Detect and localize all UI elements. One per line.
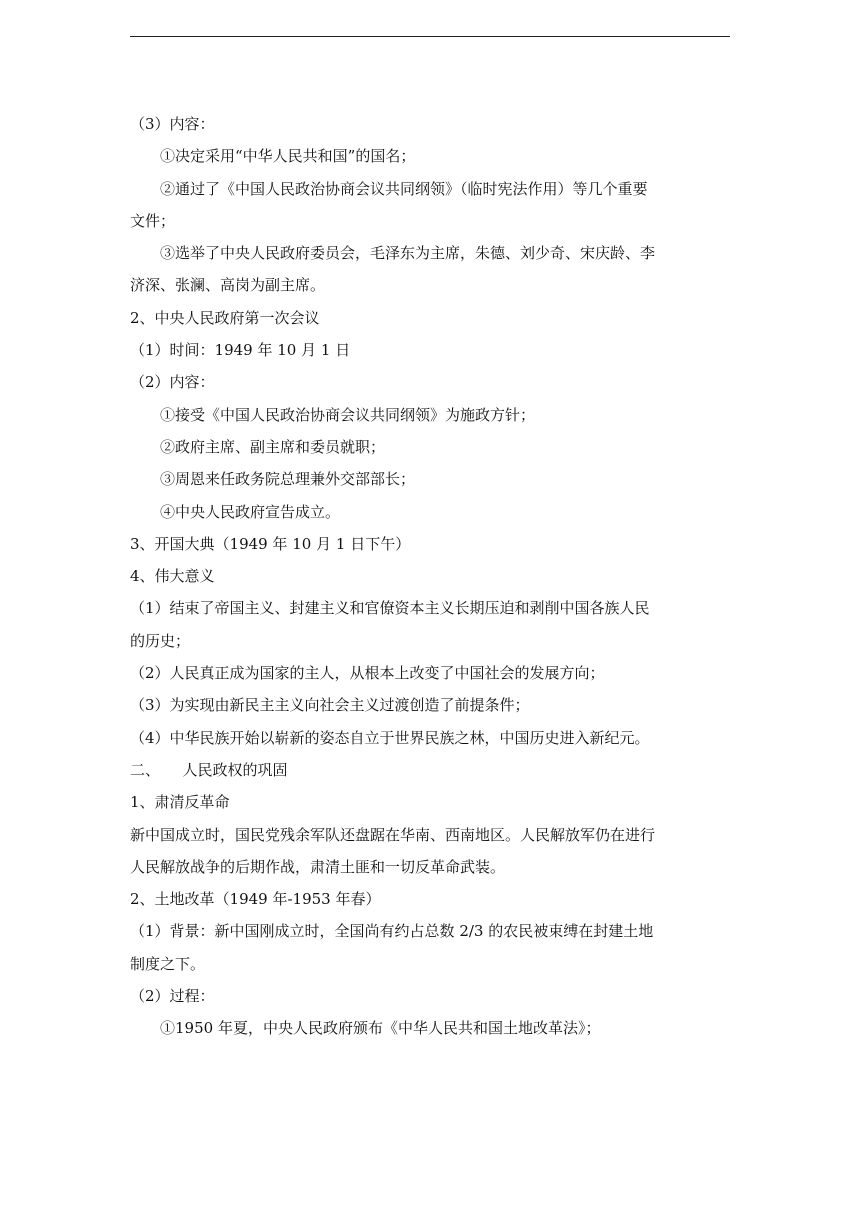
text-line: （2）过程： [130, 987, 215, 1006]
text-line: （3）内容： [130, 115, 215, 133]
text-line: ③周恩来任政务院总理兼外交部部长； [160, 470, 416, 489]
text-line: 1、肃清反革命 [130, 793, 230, 812]
text-line: ①1950 年夏，中央人民政府颁布《中华人民共和国土地改革法》； [160, 1019, 601, 1038]
text-line: 的历史； [130, 631, 191, 650]
text-line: ④中央人民政府宣告成立。 [160, 502, 341, 521]
text-line: 2、中央人民政府第一次会议 [130, 308, 320, 327]
text-line: 文件； [130, 211, 176, 230]
text-line: ①接受《中国人民政治协商会议共同纲领》为施政方针； [160, 405, 536, 424]
text-line: （1）背景：新中国刚成立时，全国尚有约占总数 2/3 的农民被束缚在封建土地 [130, 922, 654, 941]
text-line: ②政府主席、副主席和委员就职； [160, 437, 386, 456]
text-line: ②通过了《中国人民政治协商会议共同纲领》（临时宪法作用）等几个重要 [160, 179, 648, 198]
text-line: 济深、张澜、高岗为副主席。 [130, 276, 326, 295]
text-line: （1）时间：1949 年 10 月 1 日 [130, 341, 351, 360]
text-line: （2）人民真正成为国家的主人，从根本上改变了中国社会的发展方向； [130, 664, 605, 683]
text-line: 制度之下。 [130, 954, 206, 973]
text-line: 4、伟大意义 [130, 567, 215, 586]
text-line: ③选举了中央人民政府委员会，毛泽东为主席，朱德、刘少奇、宋庆龄、李 [160, 244, 656, 263]
text-line: 人民解放战争的后期作战，肃清土匪和一切反革命武装。 [130, 857, 506, 876]
text-line: ①决定采用“中华人民共和国”的国名； [160, 147, 416, 166]
text-line: 3、开国大典（1949 年 10 月 1 日下午） [130, 534, 411, 553]
text-line: （2）内容： [130, 373, 215, 392]
header-rule [130, 36, 730, 37]
text-line: （1）结束了帝国主义、封建主义和官僚资本主义长期压迫和剥削中国各族人民 [130, 599, 650, 618]
text-line: （4）中华民族开始以崭新的姿态自立于世界民族之林，中国历史进入新纪元。 [130, 728, 650, 747]
text-line: 新中国成立时，国民党残余军队还盘踞在华南、西南地区。人民解放军仍在进行 [130, 825, 656, 844]
text-line: 2、土地改革（1949 年-1953 年春） [130, 890, 381, 909]
text-line: 二、 人民政权的巩固 [130, 760, 288, 779]
document-body [130, 108, 730, 1045]
text-line: （3）为实现由新民主主义向社会主义过渡创造了前提条件； [130, 696, 530, 715]
